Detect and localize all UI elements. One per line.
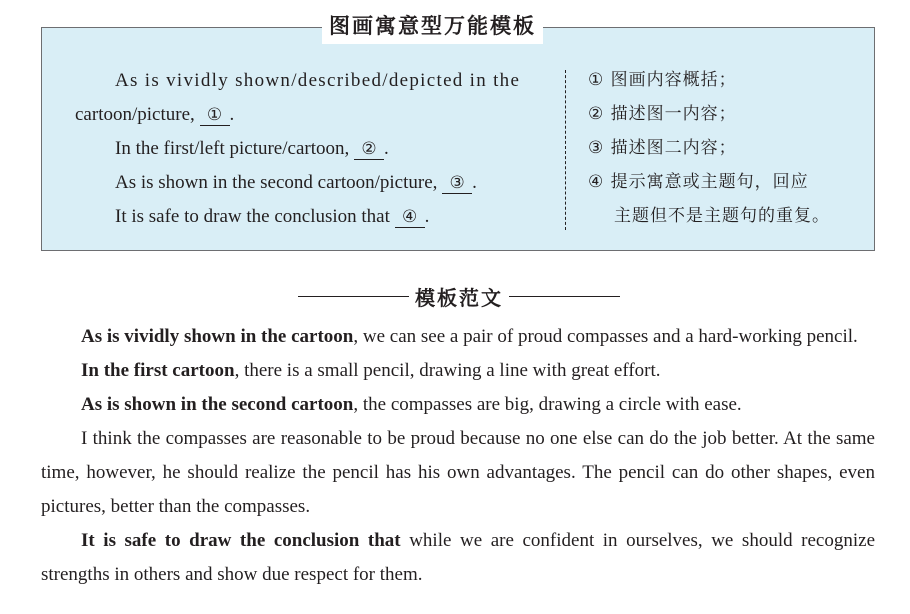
note-5: 主题但不是主题句的重复。 bbox=[614, 206, 830, 226]
paragraph-text: while we are confident in ourselves, we should recognize strengths in others and show due respect for them. bbox=[41, 530, 876, 585]
heading-rule-left bbox=[298, 296, 409, 297]
heading-rule-right bbox=[509, 296, 620, 297]
blank-1: ① bbox=[200, 105, 230, 126]
paragraph-text: , the compasses are big, drawing a circle with ease. bbox=[353, 394, 742, 415]
sample-paragraph-4 bbox=[41, 422, 875, 524]
paragraph-text: , we can see a pair of proud compasses and a hard-working pencil. bbox=[353, 326, 858, 347]
template-line-4 bbox=[115, 171, 477, 195]
template-line-end: . bbox=[229, 104, 235, 125]
blank-3: ③ bbox=[442, 173, 472, 194]
paragraph-lead: It is safe to draw the conclusion that bbox=[81, 530, 401, 551]
template-line-end: . bbox=[384, 138, 389, 159]
sample-heading bbox=[298, 282, 620, 310]
template-line-end: . bbox=[472, 172, 477, 193]
template-line-text: As is shown in the second cartoon/picture, bbox=[115, 172, 443, 193]
paragraph-lead: As is vividly shown in the cartoon bbox=[81, 326, 354, 347]
sample-paragraph-3 bbox=[41, 388, 875, 422]
paragraph-lead: As is shown in the second cartoon bbox=[81, 394, 354, 415]
sample-paragraph-2 bbox=[41, 354, 875, 388]
paragraph-text: I think the compasses are reasonable to be proud because no one else can do the job better. At the same time, however, he should realize the pencil has his own advantages. The pencil can do other shapes, even pictures, better than the compasses. bbox=[41, 428, 875, 517]
sample-paragraph-1 bbox=[41, 320, 875, 354]
dashed-divider bbox=[565, 70, 566, 230]
template-line-3 bbox=[115, 137, 389, 161]
template-line-1 bbox=[115, 69, 520, 93]
note-3: ③ 描述图二内容； bbox=[588, 138, 737, 158]
note-2: ② 描述图一内容； bbox=[588, 104, 737, 124]
template-line-text: In the first/left picture/cartoon, bbox=[115, 138, 354, 159]
template-line-2 bbox=[75, 103, 234, 127]
note-1: ① 图画内容概括； bbox=[588, 70, 737, 90]
sample-title: 模板范文 bbox=[415, 285, 503, 310]
template-line-text: It is safe to draw the conclusion that bbox=[115, 206, 395, 227]
template-box bbox=[41, 27, 875, 251]
paragraph-lead: In the first cartoon bbox=[81, 360, 235, 381]
template-line-text: As is vividly shown/described/depicted in the bbox=[115, 70, 521, 91]
template-title: 图画寓意型万能模板 bbox=[322, 8, 543, 44]
note-4: ④ 提示寓意或主题句，回应 bbox=[588, 172, 809, 192]
template-line-text: cartoon/picture, bbox=[75, 104, 200, 125]
template-line-5 bbox=[115, 205, 429, 229]
paragraph-text: , there is a small pencil, drawing a line with great effort. bbox=[234, 360, 661, 381]
blank-2: ② bbox=[354, 139, 384, 160]
template-line-end: . bbox=[424, 206, 430, 227]
sample-paragraph-5 bbox=[41, 524, 875, 592]
blank-4: ④ bbox=[395, 207, 425, 228]
